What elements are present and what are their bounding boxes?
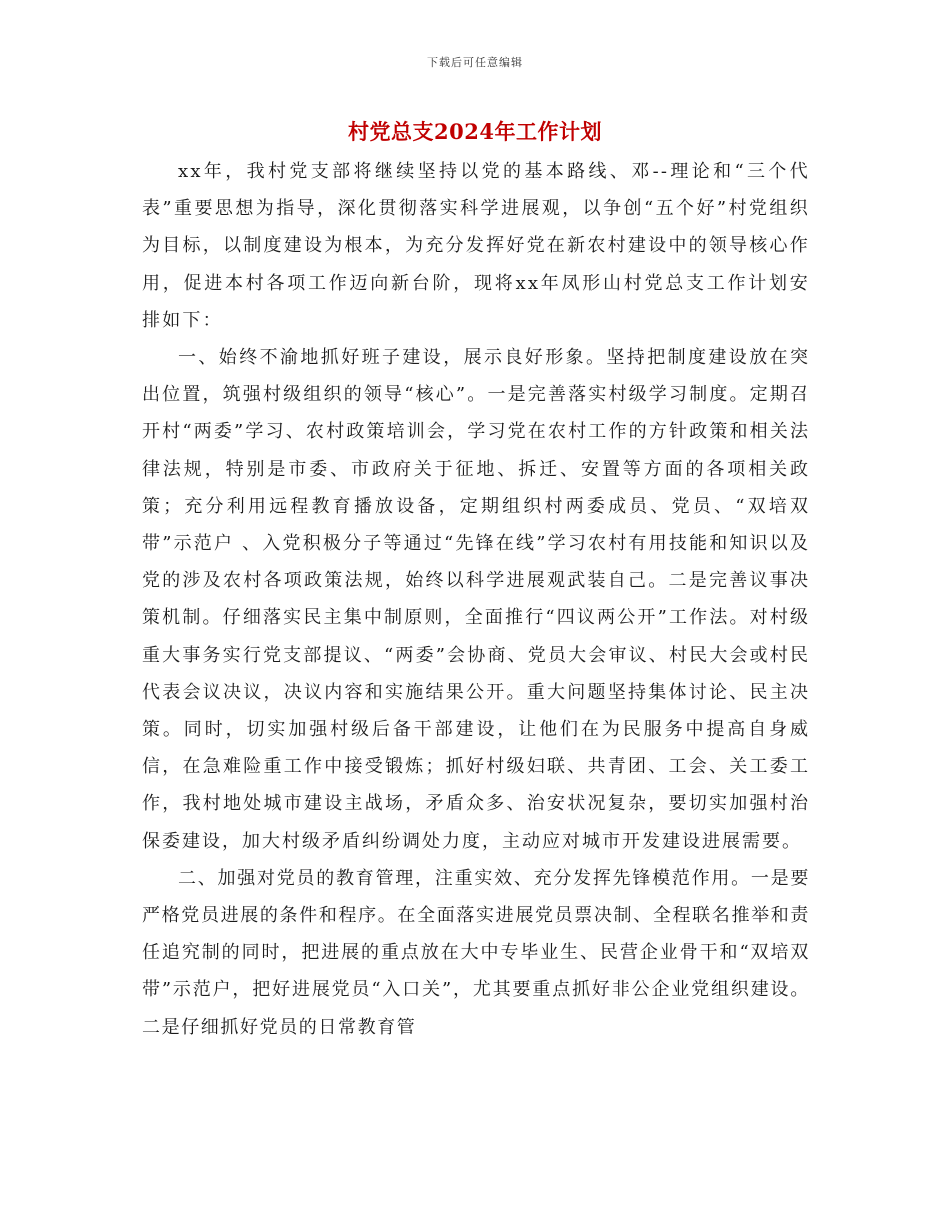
document-body xyxy=(142,153,810,1046)
header-note: 下载后可任意编辑 xyxy=(427,56,523,69)
body-paragraph: 二、加强对党员的教育管理，注重实效、充分发挥先锋模范作用。一是要严格党员进展的条件和程序。在全面落实进展党员票决制、全程联名推举和责任追究制的同时，把进展的重点放在大中专毕业生、民营企业骨干和“双培双带”示范户，把好进展党员“入口关”，尤其要重点抓好非公企业党组织建设。二是仔细抓好党员的日常教育管 xyxy=(142,867,810,1038)
body-paragraph: xx年，我村党支部将继续坚持以党的基本路线、邓--理论和“三个代表”重要思想为指导，深化贯彻落实科学进展观，以争创“五个好”村党组织为目标，以制度建设为根本，为充分发挥好党在新农村建设中的领导核心作用，促进本村各项工作迈向新台阶，现将xx年凤形山村党总支工作计划安排如下： xyxy=(142,161,810,331)
body-paragraph: 一、始终不渝地抓好班子建设，展示良好形象。坚持把制度建设放在突出位置，筑强村级组织的领导“核心”。一是完善落实村级学习制度。定期召开村“两委”学习、农村政策培训会，学习党在农村工作的方针政策和相关法律法规，特别是市委、市政府关于征地、拆迁、安置等方面的各项相关政策；充分利用远程教育播放设备，定期组织村两委成员、党员、“双培双带”示范户 、入党积极分子等通过“先锋在线”学习农村有用技能和知识以及党的涉及农村各项政策法规，始终以科学进展观武装自己。二是完善议事决策机制。仔细落实民主集中制原则，全面推行“四议两公开”工作法。对村级重大事务实行党支部提议、“两委”会协商、党员大会审议、村民大会或村民代表会议决议，决议内容和实施结果公开。重大问题坚持集体讨论、民主决策。同时，切实加强村级后备干部建设，让他们在为民服务中提高自身威信，在急难险重工作中接受锻炼；抓好村级妇联、共青团、工会、关工委工作，我村地处城市建设主战场，矛盾众多、治安状况复杂，要切实加强村治保委建设，加大村级矛盾纠纷调处力度，主动应对城市开发建设进展需要。 xyxy=(142,347,810,852)
document-title: 村党总支2024年工作计划 xyxy=(348,119,602,144)
